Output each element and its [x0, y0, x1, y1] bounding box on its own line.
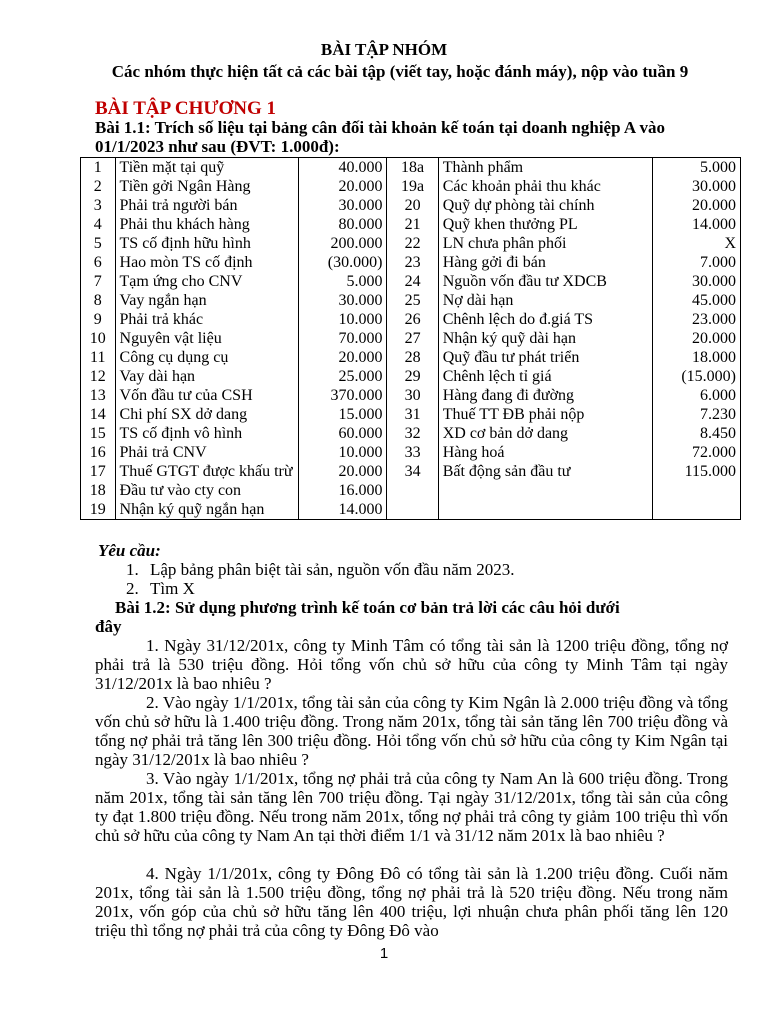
account-name: Phải thu khách hàng — [115, 215, 298, 234]
account-name: Hàng đang đi đường — [438, 386, 652, 405]
account-value: 60.000 — [298, 424, 387, 443]
account-name — [438, 500, 652, 520]
account-value: 23.000 — [653, 310, 741, 329]
account-name: Thuế GTGT được khấu trừ — [115, 462, 298, 481]
account-value: 20.000 — [653, 329, 741, 348]
table-row — [81, 443, 741, 462]
account-number: 27 — [387, 329, 438, 348]
account-number: 26 — [387, 310, 438, 329]
document-title: BÀI TẬP NHÓM — [320, 40, 448, 59]
account-name: Tiền mặt tại quỹ — [115, 158, 298, 178]
account-name: Quỹ dự phòng tài chính — [438, 196, 652, 215]
table-row — [81, 291, 741, 310]
account-number: 14 — [81, 405, 116, 424]
account-name: TS cố định hữu hình — [115, 234, 298, 253]
account-value: X — [653, 234, 741, 253]
account-name: Các khoản phải thu khác — [438, 177, 652, 196]
account-number: 24 — [387, 272, 438, 291]
account-name: Chênh lệch do đ.giá TS — [438, 310, 652, 329]
table-row — [81, 348, 741, 367]
account-name: LN chưa phân phối — [438, 234, 652, 253]
question-3: 3. Vào ngày 1/1/201x, tổng nợ phải trả của công ty Nam An là 600 triệu đồng. Trong năm 201x, tổng tài sản tăng lên 700 triệu đồng. Tại ngày 31/12/201x, tổng tài sản của công ty đạt 1.800 triệu đồng. Nếu trong năm 201x, tổng nợ phải trả công ty giảm 100 triệu thì vốn chủ sở hữu của công ty Nam An tại thời điểm 1/1 và 31/12 năm 201x là bao nhiêu ? — [95, 769, 728, 845]
account-name: Phải trả khác — [115, 310, 298, 329]
account-value: 30.000 — [653, 177, 741, 196]
account-number: 11 — [81, 348, 116, 367]
account-number: 5 — [81, 234, 116, 253]
account-number: 18a — [387, 158, 438, 178]
account-value: 18.000 — [653, 348, 741, 367]
table-row — [81, 158, 741, 178]
exercise-1-1-heading: Bài 1.1: Trích số liệu tại bảng cân đối tài khoản kế toán tại doanh nghiệp A vào 01/1/2023 như sau (ĐVT: 1.000đ): — [95, 118, 665, 156]
table-row — [81, 500, 741, 520]
account-number: 1 — [81, 158, 116, 178]
account-value: 20.000 — [298, 177, 387, 196]
account-number: 23 — [387, 253, 438, 272]
account-number: 32 — [387, 424, 438, 443]
account-name: Chi phí SX dở dang — [115, 405, 298, 424]
account-value: 16.000 — [298, 481, 387, 500]
account-number: 9 — [81, 310, 116, 329]
requirement-text: Tìm X — [150, 579, 195, 598]
account-name: Nhận ký quỹ ngắn hạn — [115, 500, 298, 520]
account-value: 115.000 — [653, 462, 741, 481]
account-name: Vay ngắn hạn — [115, 291, 298, 310]
account-balance-table — [80, 157, 741, 520]
account-value: 7.230 — [653, 405, 741, 424]
account-number: 31 — [387, 405, 438, 424]
table-row — [81, 253, 741, 272]
account-value: 8.450 — [653, 424, 741, 443]
account-name: Quỹ đầu tư phát triển — [438, 348, 652, 367]
account-name: Hao mòn TS cố định — [115, 253, 298, 272]
account-value: 200.000 — [298, 234, 387, 253]
account-name: Tiền gởi Ngân Hàng — [115, 177, 298, 196]
account-name: Chênh lệch tỉ giá — [438, 367, 652, 386]
requirement-number: 2. — [126, 579, 139, 598]
table-row — [81, 272, 741, 291]
account-number: 30 — [387, 386, 438, 405]
requirement-number: 1. — [126, 560, 139, 579]
account-value: 370.000 — [298, 386, 387, 405]
account-number: 3 — [81, 196, 116, 215]
account-value: 5.000 — [298, 272, 387, 291]
account-number: 34 — [387, 462, 438, 481]
account-value — [653, 500, 741, 520]
account-number: 28 — [387, 348, 438, 367]
account-number: 21 — [387, 215, 438, 234]
account-name: Hàng gởi đi bán — [438, 253, 652, 272]
account-value: (15.000) — [653, 367, 741, 386]
exercise-1-2-heading-line: đây — [95, 617, 122, 636]
account-number: 33 — [387, 443, 438, 462]
account-value: 45.000 — [653, 291, 741, 310]
account-number: 16 — [81, 443, 116, 462]
account-number: 20 — [387, 196, 438, 215]
table-row — [81, 329, 741, 348]
account-number: 8 — [81, 291, 116, 310]
account-number: 13 — [81, 386, 116, 405]
account-value: 14.000 — [653, 215, 741, 234]
table-row — [81, 177, 741, 196]
account-name: Nợ dài hạn — [438, 291, 652, 310]
account-value: 20.000 — [653, 196, 741, 215]
table-row — [81, 196, 741, 215]
account-name: Bất động sản đầu tư — [438, 462, 652, 481]
account-number: 22 — [387, 234, 438, 253]
table-row — [81, 310, 741, 329]
requirement-item — [126, 560, 514, 579]
account-name: Hàng hoá — [438, 443, 652, 462]
table-row — [81, 367, 741, 386]
account-number: 18 — [81, 481, 116, 500]
account-number: 15 — [81, 424, 116, 443]
account-value: (30.000) — [298, 253, 387, 272]
table-row — [81, 234, 741, 253]
exercise-1-2-heading — [95, 598, 728, 636]
account-value: 80.000 — [298, 215, 387, 234]
account-name: Nhận ký quỹ dài hạn — [438, 329, 652, 348]
table-row — [81, 424, 741, 443]
account-name: Vốn đầu tư của CSH — [115, 386, 298, 405]
account-number: 10 — [81, 329, 116, 348]
account-value: 40.000 — [298, 158, 387, 178]
account-value: 7.000 — [653, 253, 741, 272]
account-value — [653, 481, 741, 500]
account-value: 5.000 — [653, 158, 741, 178]
account-value: 30.000 — [298, 291, 387, 310]
account-value: 72.000 — [653, 443, 741, 462]
question-4: 4. Ngày 1/1/201x, công ty Đông Đô có tổng tài sản là 1.200 triệu đồng. Cuối năm 201x, tổng tài sản là 1.500 triệu đồng, tổng nợ phải trả là 520 triệu đồng. Nếu trong năm 201x, vốn góp của chủ sở hữu tăng lên 400 triệu, lợi nhuận chưa phân phối tăng lên 120 triệu thì tổng nợ phải trả của công ty Đông Đô vào — [95, 864, 728, 940]
account-number: 4 — [81, 215, 116, 234]
account-number: 6 — [81, 253, 116, 272]
account-name: XD cơ bản dở dang — [438, 424, 652, 443]
account-number — [387, 481, 438, 500]
account-name: Đầu tư vào cty con — [115, 481, 298, 500]
requirements-label: Yêu cầu: — [98, 541, 161, 560]
account-value: 30.000 — [298, 196, 387, 215]
account-number: 19a — [387, 177, 438, 196]
account-number: 29 — [387, 367, 438, 386]
chapter-title: BÀI TẬP CHƯƠNG 1 — [95, 98, 277, 119]
account-value: 6.000 — [653, 386, 741, 405]
account-name: Thuế TT ĐB phải nộp — [438, 405, 652, 424]
account-name: Phải trả người bán — [115, 196, 298, 215]
question-2: 2. Vào ngày 1/1/201x, tổng tài sản của công ty Kim Ngân là 2.000 triệu đồng và tổng vốn chủ sở hữu là 1.400 triệu đồng. Trong năm 201x, tổng tài sản tăng lên 700 triệu đồng và tổng nợ phải trả tăng lên 300 triệu đồng. Hỏi tổng vốn chủ sở hữu của công ty Kim Ngân tại ngày 31/12/201x là bao nhiêu ? — [95, 693, 728, 769]
account-value: 20.000 — [298, 462, 387, 481]
account-value: 20.000 — [298, 348, 387, 367]
account-number: 19 — [81, 500, 116, 520]
account-value: 70.000 — [298, 329, 387, 348]
requirement-text: Lập bảng phân biệt tài sản, nguồn vốn đầu năm 2023. — [150, 560, 515, 579]
account-value: 15.000 — [298, 405, 387, 424]
account-number: 25 — [387, 291, 438, 310]
table-row — [81, 215, 741, 234]
account-name: Vay dài hạn — [115, 367, 298, 386]
account-value: 30.000 — [653, 272, 741, 291]
account-name — [438, 481, 652, 500]
account-number: 12 — [81, 367, 116, 386]
account-name: Tạm ứng cho CNV — [115, 272, 298, 291]
account-value: 10.000 — [298, 310, 387, 329]
account-number — [387, 500, 438, 520]
account-name: Nguyên vật liệu — [115, 329, 298, 348]
document-subtitle: Các nhóm thực hiện tất cả các bài tập (viết tay, hoặc đánh máy), nộp vào tuần 9 — [111, 62, 689, 81]
account-value: 14.000 — [298, 500, 387, 520]
question-1: 1. Ngày 31/12/201x, công ty Minh Tâm có tổng tài sản là 1200 triệu đồng, tổng nợ phải trả là 530 triệu đồng. Hỏi tổng vốn chủ sở hữu của công ty Minh Tâm tại ngày 31/12/201x là bao nhiêu ? — [95, 636, 728, 693]
requirements-list — [126, 560, 514, 598]
account-name: Phải trả CNV — [115, 443, 298, 462]
table-row — [81, 481, 741, 500]
page-number: 1 — [379, 945, 389, 962]
account-name: Thành phẩm — [438, 158, 652, 178]
account-name: TS cố định vô hình — [115, 424, 298, 443]
requirement-item — [126, 579, 514, 598]
account-number: 17 — [81, 462, 116, 481]
exercise-1-2-heading-line: Bài 1.2: Sử dụng phương trình kế toán cơ bản trả lời các câu hỏi dưới — [115, 598, 620, 617]
account-name: Công cụ dụng cụ — [115, 348, 298, 367]
account-name: Nguồn vốn đầu tư XDCB — [438, 272, 652, 291]
account-number: 2 — [81, 177, 116, 196]
account-value: 10.000 — [298, 443, 387, 462]
table-row — [81, 462, 741, 481]
account-value: 25.000 — [298, 367, 387, 386]
table-row — [81, 386, 741, 405]
table-row — [81, 405, 741, 424]
account-name: Quỹ khen thưởng PL — [438, 215, 652, 234]
account-number: 7 — [81, 272, 116, 291]
